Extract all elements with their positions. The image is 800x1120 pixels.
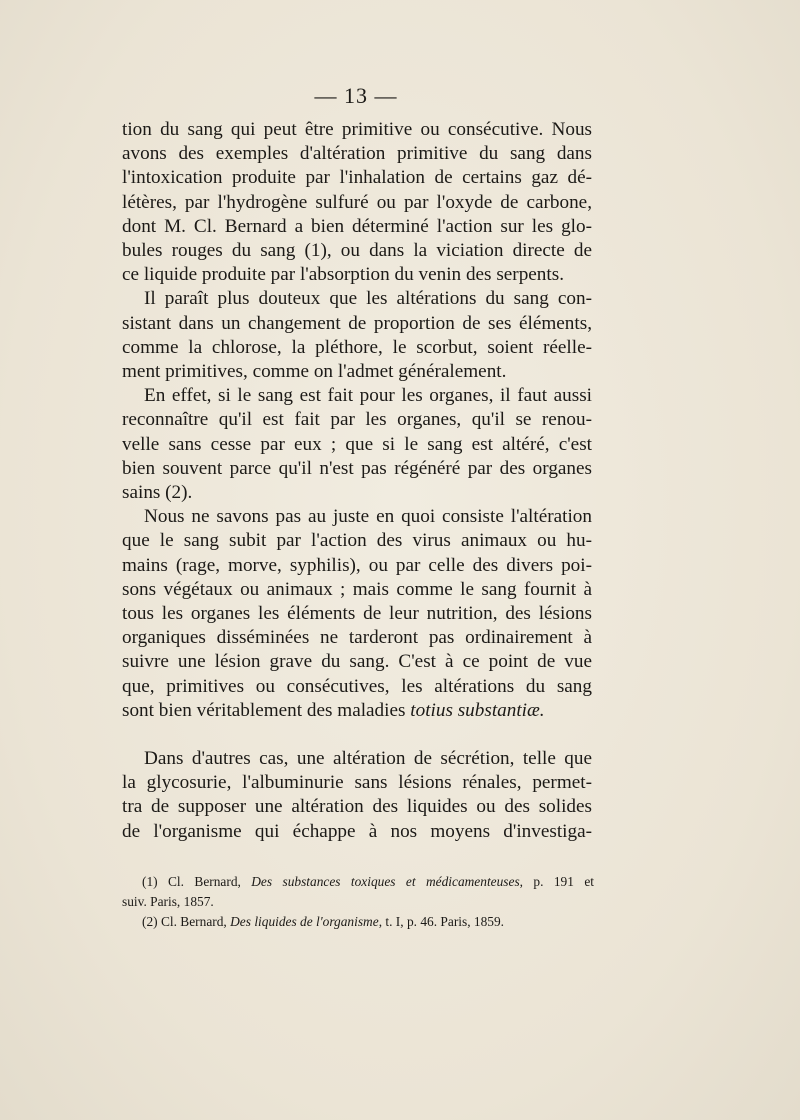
text-line: dont M. Cl. Bernard a bien déterminé l'action sur les glo-: [122, 215, 592, 237]
footnote-text: , t. I, p. 46. Paris, 1859.: [378, 914, 505, 929]
footnote-1-continuation: suiv. Paris, 1857.: [122, 894, 214, 909]
text-line: Dans d'autres cas, une altération de sécrétion, telle que: [144, 748, 592, 770]
text-line: suivre une lésion grave du sang. C'est à ce point de vue: [122, 651, 592, 673]
text-line: mains (rage, morve, syphilis), ou par celle des divers poi-: [122, 554, 592, 576]
text-line: ment primitives, comme on l'admet généralement.: [122, 361, 507, 383]
footnote-text: (1) Cl. Bernard,: [142, 874, 252, 889]
text-line: velle sans cesse par eux ; que si le sang est altéré, c'est: [122, 433, 592, 455]
text-line: En effet, si le sang est fait pour les organes, il faut aussi: [144, 385, 592, 407]
footnote-text: , p. 191 et: [519, 874, 594, 889]
text-line: Il paraît plus douteux que les altérations du sang con-: [144, 288, 592, 310]
text-line: reconnaître qu'il est fait par les organes, qu'il se renou-: [122, 409, 592, 431]
text-line: sons végétaux ou animaux ; mais comme le sang fournit à: [122, 578, 592, 600]
text-line: Nous ne savons pas au juste en quoi consiste l'altération: [144, 506, 592, 528]
footnote-title: Des liquides de l'organisme: [230, 914, 379, 929]
paragraph-4: [122, 505, 592, 723]
footnote-2: [122, 912, 594, 932]
text-fragment: sont bien véritablement des maladies: [122, 699, 411, 721]
text-line: tion du sang qui peut être primitive ou consécutive. Nous: [122, 119, 592, 140]
text-line: sains (2).: [122, 482, 193, 504]
paragraph-1: [122, 118, 592, 287]
text-line: avons des exemples d'altération primitive du sang dans: [122, 143, 592, 165]
latin-phrase: totius substantiæ.: [410, 699, 545, 721]
page-number: — 13 —: [314, 83, 398, 108]
text-line: organiques disséminées ne tarderont pas ordinairement à: [122, 627, 592, 649]
text-line: la glycosurie, l'albuminurie sans lésions rénales, permet-: [122, 772, 592, 794]
text-line: létères, par l'hydrogène sulfuré ou par l'oxyde de carbone,: [122, 191, 592, 213]
footnote-text: (2) Cl. Bernard,: [142, 914, 231, 929]
text-line: l'intoxication produite par l'inhalation de certains gaz dé-: [122, 167, 592, 189]
text-line: de l'organisme qui échappe à nos moyens d'investiga-: [122, 820, 592, 842]
main-text: [122, 118, 592, 844]
text-line: bien souvent parce qu'il n'est pas régénéré par des organes: [122, 457, 592, 479]
text-line: comme la chlorose, la pléthore, le scorbut, soient réelle-: [122, 336, 592, 358]
paragraph-2: [122, 287, 592, 384]
text-line: tra de supposer une altération des liquides ou des solides: [122, 796, 592, 818]
footnote-title: Des substances toxiques et médicamenteuses: [251, 874, 520, 889]
paragraph-3: [122, 384, 592, 505]
footnotes: [122, 872, 594, 932]
text-line: sistant dans un changement de proportion de ses éléments,: [122, 312, 592, 334]
footnote-1: [122, 872, 594, 892]
text-line: [122, 699, 592, 723]
paragraph-5: [122, 747, 592, 844]
text-line: tous les organes les éléments de leur nutrition, des lésions: [122, 603, 592, 625]
text-line: bules rouges du sang (1), ou dans la viciation directe de: [122, 240, 592, 262]
text-line: que, primitives ou consécutives, les altérations du sang: [122, 675, 592, 697]
text-line: que le sang subit par l'action des virus animaux ou hu-: [122, 530, 592, 552]
text-line: ce liquide produite par l'absorption du venin des serpents.: [122, 264, 564, 286]
